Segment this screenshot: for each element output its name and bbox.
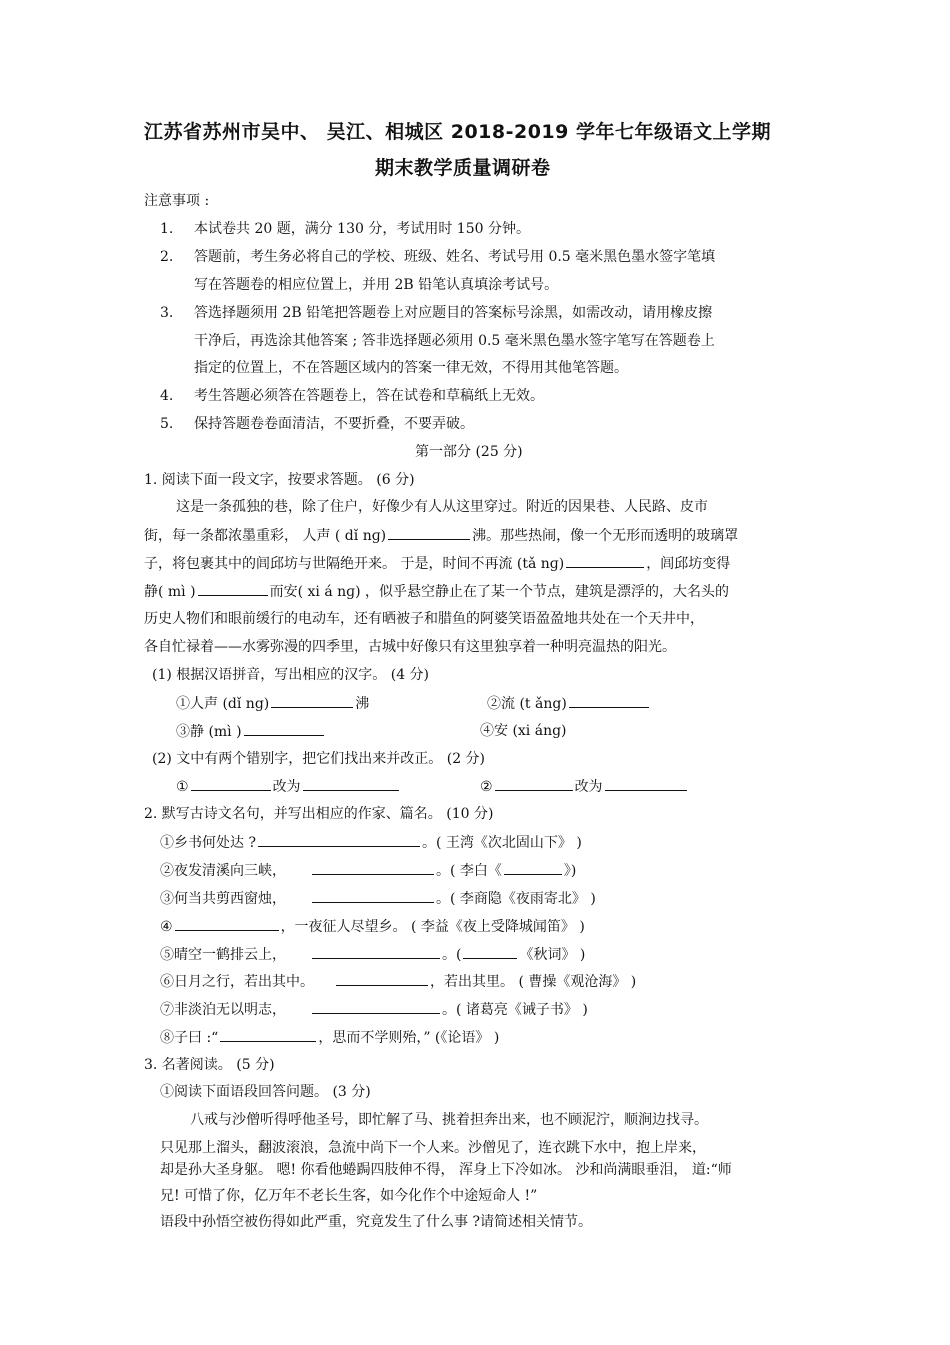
part-heading: 第一部分 (25 分) [415,444,523,460]
item-text: 。( 李白《 [436,863,502,879]
note-text: 考生答题必须答在答题卷上，答在试卷和草稿纸上无效。 [194,388,544,404]
note-item [160,386,544,406]
pinyin-item [176,693,369,714]
passage-line [144,553,730,574]
answer-blank[interactable] [258,832,420,847]
note-item [160,219,530,239]
item-text: ③静 (mì ) [176,724,242,740]
note-number: 5. [160,416,174,432]
note-number: 2. [160,249,174,265]
note-item [160,303,712,323]
item-text: 改为 [272,779,301,795]
note-number: 3. [160,305,174,321]
answer-blank[interactable] [312,888,434,903]
pinyin-item [480,721,567,741]
item-text: ① [176,779,189,795]
item-text: 》) [563,863,577,879]
item-text: ②夜发清溪向三峡， [160,863,286,879]
recitation-item [160,916,585,937]
passage-line: 只见那上溜头，翻波滚浪，急流中尚下一个人来。沙僧见了，连衣跳下水中，抱上岸来， [160,1140,706,1156]
doc-title-line2: 期末教学质量调研卷 [375,157,551,179]
answer-blank[interactable] [271,693,353,708]
sub-question-label: ①阅读下面语段回答问题。 (3 分) [160,1084,371,1100]
recitation-item [160,860,576,881]
passage-line [144,581,729,602]
item-text: 。( [442,947,462,963]
note-number: 1. [160,221,174,237]
pinyin-item [176,721,326,742]
item-text: ⑦非淡泊无以明志， [160,1002,286,1018]
passage-text: 沸。那些热闹，像一个无形而透明的玻璃罩 [472,528,739,544]
passage-text: 静( mì ) [144,584,196,600]
item-text: ，一夜征人尽望乡。 ( 李益《夜上受降城闻笛》 ) [280,919,585,935]
item-text: ⑤晴空一鹤排云上， [160,947,286,963]
recitation-item [160,944,585,965]
sub-question-label: (2) 文中有两个错别字，把它们找出来并改正。 (2 分) [152,751,486,767]
recitation-item [160,832,582,853]
note-number: 4. [160,388,174,404]
passage-line: 语段中孙悟空被伤得如此严重，究竟发生了什么事 ?请简述相关情节。 [160,1214,592,1230]
item-text: ④ [160,919,173,935]
answer-blank[interactable] [336,971,428,986]
passage-text: ，闾邱坊变得 [646,556,731,572]
passage-line: 这是一条孤独的巷，除了住户，好像少有人从这里穿过。附近的因果巷、人民路、皮市 [176,499,708,515]
note-item [160,414,474,434]
passage-line: 各自忙禄着——水雾弥漫的四季里，古城中好像只有这里独享着一种明亮温热的阳光。 [144,639,676,655]
passage-line: 历史人物们和眼前缓行的电动车，还有晒被子和腊鱼的阿婆笑语盈盈地共处在一个天井中， [144,611,704,627]
notes-heading: 注意事项 : [144,193,210,209]
answer-blank[interactable] [220,1027,316,1042]
recitation-item [160,999,588,1020]
item-text: ④安 (xi áng) [480,723,567,739]
item-text: ⑧子曰 :“ [160,1030,219,1046]
answer-blank[interactable] [198,581,268,596]
note-text: 答题前，考生务必将自己的学校、班级、姓名、考试号用 0.5 毫米黑色墨水签字笔填 [194,249,716,265]
doc-title-line1: 江苏省苏州市吴中、 吴江、相城区 2018-2019 学年七年级语文上学期 [144,121,771,143]
item-text: ①人声 (dǐ ng) [176,696,270,712]
passage-line: 兄! 可惜了你，亿万年不老长生客，如今化作个中途短命人 !” [160,1188,538,1204]
note-text: 保持答题卷卷面清洁，不要折叠，不要弄破。 [194,416,474,432]
note-text: 写在答题卷的相应位置上，并用 2B 铅笔认真填涂考试号。 [194,277,559,293]
recitation-item [160,971,636,992]
question-1-heading: 1. 阅读下面一段文字，按要求答题。 (6 分) [144,472,415,488]
passage-line: 八戒与沙僧听得呼他圣号，即忙解了马、挑着担奔出来，也不顾泥泞，顺涧边找寻。 [190,1112,708,1128]
answer-blank[interactable] [312,944,440,959]
note-text: 本试卷共 20 题，满分 130 分，考试用时 150 分钟。 [194,221,530,237]
sub-question-label: (1) 根据汉语拼音，写出相应的汉字。 (4 分) [152,667,430,683]
item-text: 沸 [355,696,370,712]
passage-text: 街，每一条都浓墨重彩， 人声 ( dǐ nɡ) [144,528,387,544]
answer-blank[interactable] [191,776,271,791]
passage-text: 而安( xi á nɡ) ，似乎悬空静止在了某一个节点，建筑是漂浮的，大名头的 [269,584,729,600]
answer-blank[interactable] [303,776,399,791]
recitation-item [160,1027,499,1048]
recitation-item [160,888,596,909]
answer-blank[interactable] [312,860,434,875]
answer-blank[interactable] [244,721,324,736]
correction-item [480,776,689,797]
note-text: 指定的位置上，不在答题区域内的答案一律无效，不得用其他笔答题。 [194,360,628,376]
item-text: 。( 李商隐《夜雨寄北》 ) [436,891,596,907]
item-text: 。( 王湾《次北固山下》 ) [421,835,582,851]
note-item [160,247,715,267]
answer-blank[interactable] [312,999,440,1014]
question-2-heading: 2. 默写古诗文名句，并写出相应的作家、篇名。 (10 分) [144,806,494,822]
answer-blank[interactable] [504,860,562,875]
note-text: 答选择题须用 2B 铅笔把答题卷上对应题目的答案标号涂黑，如需改动，请用橡皮擦 [194,305,713,321]
question-3-heading: 3. 名著阅读。 (5 分) [144,1057,275,1073]
item-text: ②流 (t ǎng) [487,696,567,712]
correction-item [176,776,401,797]
item-text: 。( 诸葛亮《诫子书》 ) [442,1002,588,1018]
answer-blank[interactable] [566,553,644,568]
answer-blank[interactable] [175,916,279,931]
answer-blank[interactable] [463,944,517,959]
item-text: ③何当共剪西窗烛， [160,891,286,907]
answer-blank[interactable] [569,693,649,708]
item-text: 《秋词》 ) [519,947,586,963]
note-text: 干净后，再选涂其他答案 ; 答非选择题必须用 0.5 毫米黑色墨水签字笔写在答题卷上 [194,333,715,349]
pinyin-item [487,693,651,714]
item-text: 改为 [574,779,603,795]
passage-line: 却是孙大圣身躯。 嗯! 你看他蜷跼四肢伸不得， 浑身上下冷如冰。 沙和尚满眼垂泪， 道:“师 [160,1162,732,1178]
passage-line [144,525,738,546]
item-text: ，思而不学则殆，” (《论语》 ) [318,1030,500,1046]
answer-blank[interactable] [495,776,573,791]
item-text: ，若出其里。 ( 曹操《观沧海》 ) [430,974,637,990]
passage-text: 子，将包裹其中的闾邱坊与世隔绝开来。 于是，时间不再流 (tǎ nɡ) [144,556,565,572]
answer-blank[interactable] [388,525,470,540]
item-text: ② [480,779,493,795]
item-text: ①乡书何处达 ? [160,835,256,851]
item-text: ⑥日月之行，若出其中。 [160,974,314,990]
answer-blank[interactable] [605,776,687,791]
